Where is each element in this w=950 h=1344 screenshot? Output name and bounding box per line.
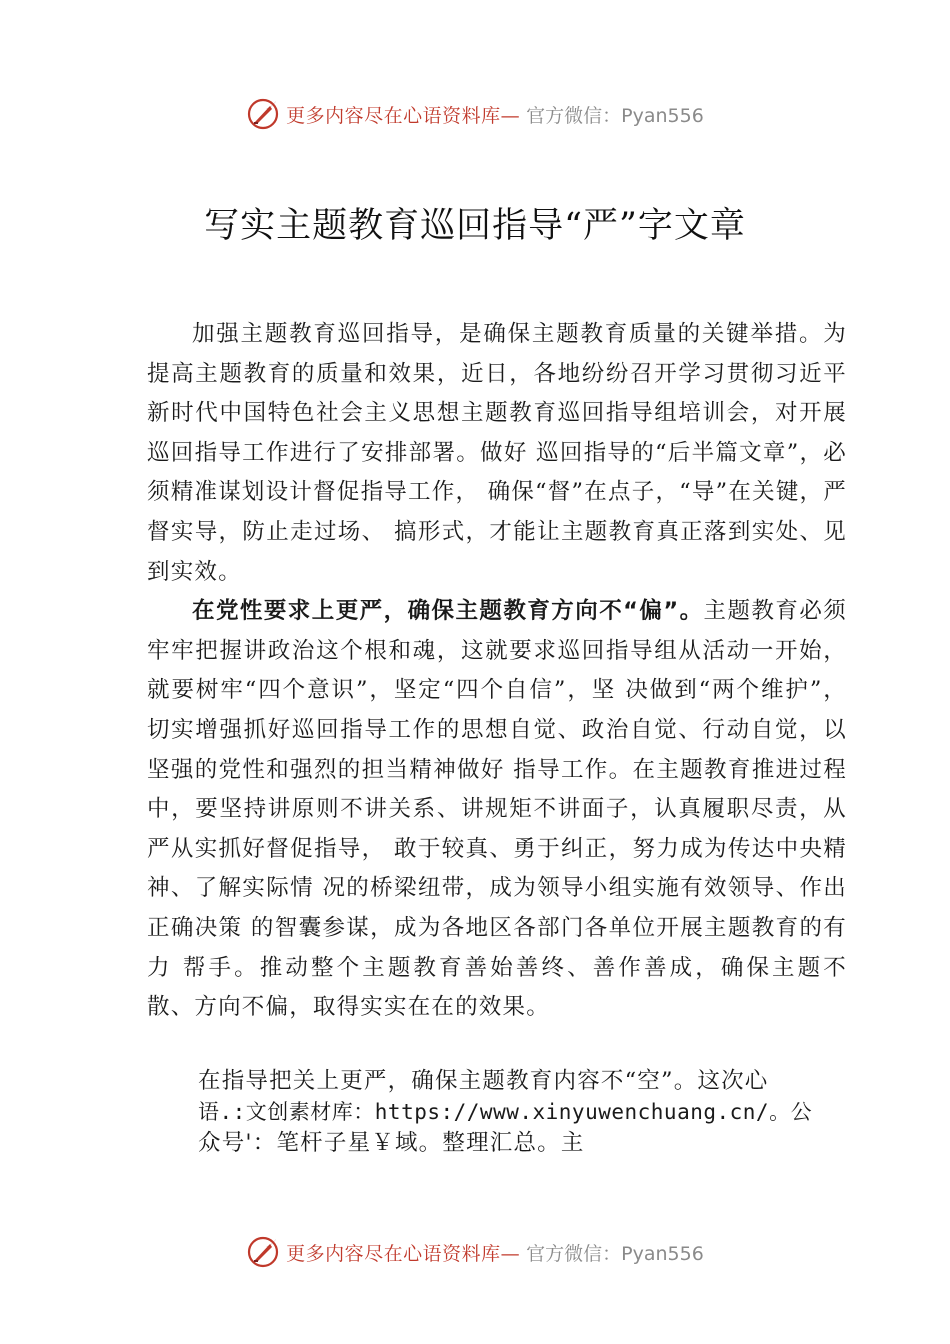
quill-pen-icon [246,97,280,131]
page-title: 写实主题教育巡回指导“严”字文章 [204,206,746,246]
paragraph-party-text: 主题教育必须牢牢把握讲政治这个根和魂，这就要求巡回指导组从活动一开始，就要树牢“四个意识”，坚定“四个自信”，坚 决做到“两个维护”，切实增强抓好巡回指导工作的思想自觉、政治自觉、行动自觉，以坚强的党性和强烈的担当精神做好 指导工作。在主题教育推进过程中，要坚持讲原则不讲关系、讲规矩不讲面子，认真履职尽责，从严从实抓好督促指导， 敢于较真、勇于纠正，努力成为传达中央精神、了解实际情 况的桥梁纽带，成为领导小组实施有效领导、作出正确决策 的智囊参谋，成为各地区各部门各单位开展主题教育的有力 帮手。推动整个主题教育善始善终、善作善成，确保主题不 散、方向不偏，取得实实在在的效果。 [147,598,847,1021]
header-banner [0,94,950,134]
quill-pen-icon [246,1235,280,1269]
paragraph-party-heading: 在党性要求上更严，确保主题教育方向不“偏”。 [192,598,704,625]
banner-red-text: 更多内容尽在心语资料库— [286,1242,521,1265]
banner-wechat-text: 官方微信：Pyan556 [526,1242,704,1265]
article-body [147,315,847,1028]
banner-wechat-text: 官方微信：Pyan556 [526,104,704,127]
paragraph-party [147,592,847,1028]
footer-banner [0,1232,950,1272]
tail-line-2: 语.:文创素材库：https://www.xinyuwenchuang.cn/。公 [198,1100,813,1124]
banner-red-text: 更多内容尽在心语资料库— [286,104,521,127]
paragraph-intro-text: 加强主题教育巡回指导，是确保主题教育质量的关键举措。为提高主题教育的质量和效果，近日，各地纷纷召开学习贯彻习近平新时代中国特色社会主义思想主题教育巡回指导组培训会，对开展巡回指导工作进行了安排部署。做好 巡回指导的“后半篇文章”，必须精准谋划设计督促指导工作， 确保“督”在点子，“导”在关键，严督实导，防止走过场、 搞形式，才能让主题教育真正落到实处、见到实效。 [147,321,847,585]
tail-line-1: 在指导把关上更严，确保主题教育内容不“空”。这次心 [198,1068,769,1094]
paragraph-intro [147,315,847,592]
article-tail [198,1066,838,1159]
tail-line-3: 众号'：笔杆子星￥域。整理汇总。主 [198,1130,585,1156]
